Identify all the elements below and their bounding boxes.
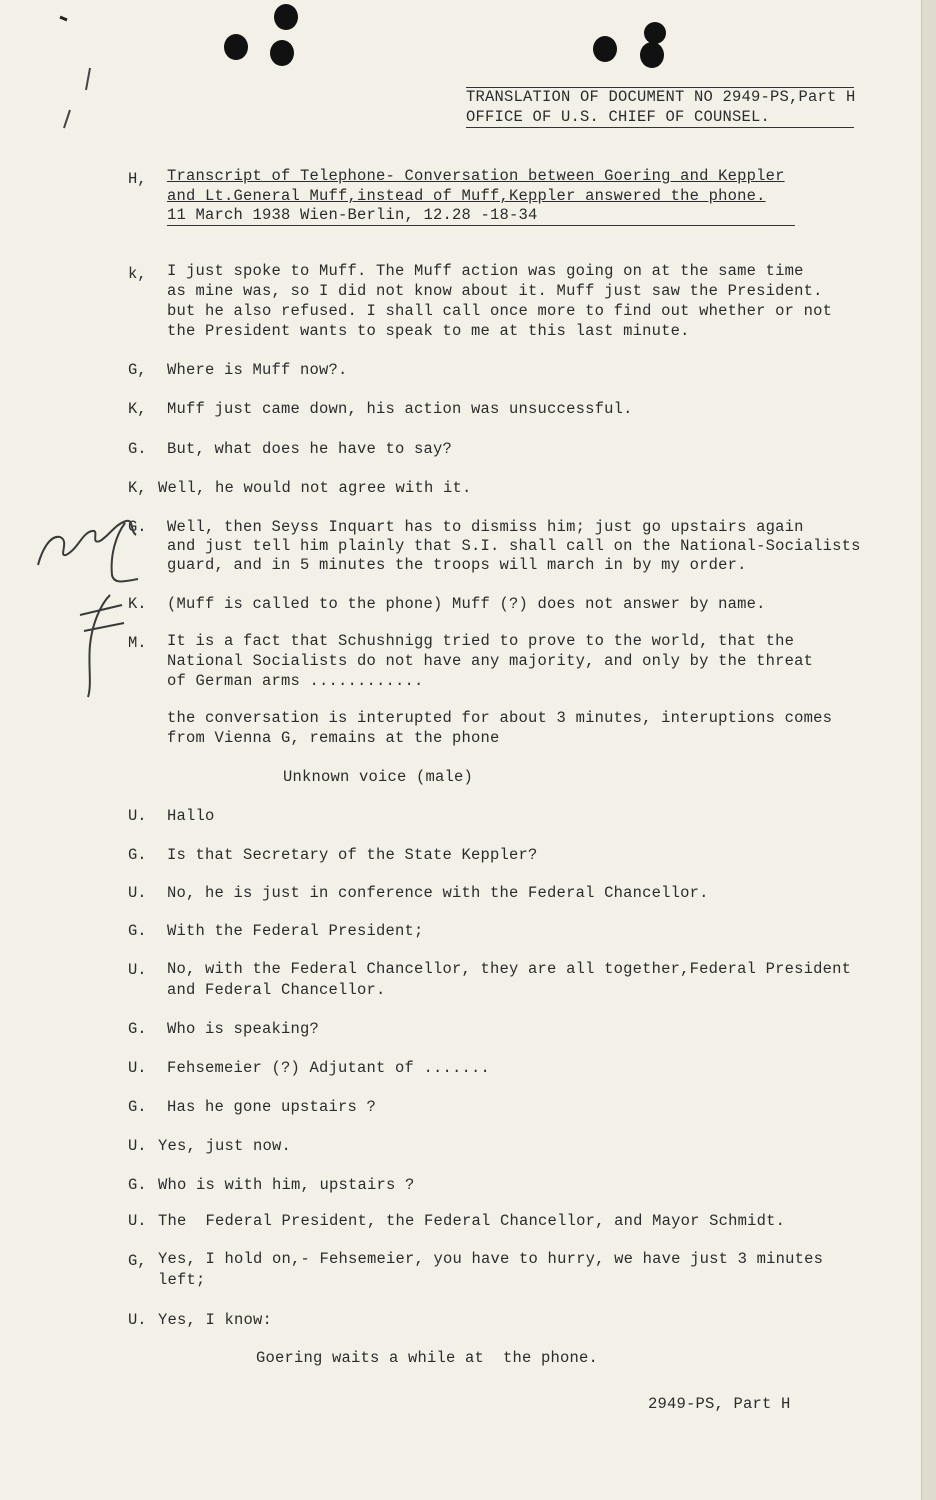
title-label: H, [128, 170, 147, 188]
punch-hole [640, 42, 664, 68]
speaker-label: M. [128, 634, 147, 652]
speaker-label: K. [128, 595, 147, 613]
speaker-label: U. [128, 1212, 147, 1230]
dialogue-line: It is a fact that Schushnigg tried to prove to the world, that the [167, 632, 795, 650]
dialogue-line: as mine was, so I did not know about it. Muff just saw the President. [167, 282, 823, 300]
dialogue-line: Unknown voice (male) [283, 768, 474, 786]
dialogue-line: but he also refused. I shall call once more to find out whether or not [167, 302, 833, 320]
header-line-1: TRANSLATION OF DOCUMENT NO 2949-PS,Part H [466, 88, 856, 106]
dialogue-line: No, he is just in conference with the Federal Chancellor. [167, 884, 709, 902]
dialogue-line: the conversation is interupted for about 3 minutes, interuptions comes [167, 709, 833, 727]
dialogue-line: Muff just came down, his action was unsuccessful. [167, 400, 633, 418]
pencil-mark-icon [55, 12, 75, 32]
speaker-label: G. [128, 518, 147, 536]
punch-hole [270, 40, 294, 66]
dialogue-line: Well, then Seyss Inquart has to dismiss him; just go upstairs again [167, 518, 804, 536]
dialogue-line: National Socialists do not have any majority, and only by the threat [167, 652, 814, 670]
dialogue-line: left; [158, 1271, 206, 1289]
dialogue-line: But, what does he have to say? [167, 440, 453, 458]
title-line-3: 11 March 1938 Wien-Berlin, 12.28 -18-34 [167, 206, 538, 224]
dialogue-line: With the Federal President; [167, 922, 424, 940]
dialogue-line: Fehsemeier (?) Adjutant of ....... [167, 1059, 491, 1077]
dialogue-line: Is that Secretary of the State Keppler? [167, 846, 538, 864]
punch-hole [274, 4, 298, 30]
dialogue-line: Yes, I know: [158, 1311, 273, 1329]
dialogue-line: No, with the Federal Chancellor, they are all together,Federal President [167, 960, 852, 978]
speaker-label: U. [128, 1311, 147, 1329]
speaker-label: G. [128, 1020, 147, 1038]
handwritten-annotation-icon [30, 505, 140, 705]
speaker-label: K, [128, 400, 147, 418]
dialogue-line: from Vienna G, remains at the phone [167, 729, 500, 747]
footer-reference: 2949-PS, Part H [648, 1395, 791, 1413]
dialogue-line: guard, and in 5 minutes the troops will march in by my order. [167, 556, 747, 574]
speaker-label: U. [128, 884, 147, 902]
dialogue-line: Hallo [167, 807, 215, 825]
speaker-label: U. [128, 807, 147, 825]
dialogue-line: Who is speaking? [167, 1020, 320, 1038]
dialogue-line: Yes, I hold on,- Fehsemeier, you have to hurry, we have just 3 minutes [158, 1250, 824, 1268]
speaker-label: G, [128, 361, 147, 379]
speaker-label: U. [128, 961, 147, 979]
dialogue-line: Who is with him, upstairs ? [158, 1176, 415, 1194]
speaker-label: G. [128, 1098, 147, 1116]
header-rule-bottom [466, 127, 854, 128]
dialogue-line: Has he gone upstairs ? [167, 1098, 377, 1116]
dialogue-line: and Federal Chancellor. [167, 981, 386, 999]
speaker-label: U. [128, 1059, 147, 1077]
dialogue-line: Well, he would not agree with it. [158, 479, 472, 497]
title-line-2: and Lt.General Muff,instead of Muff,Keppler answered the phone. [167, 187, 766, 205]
speaker-label: G. [128, 846, 147, 864]
title-rule [167, 225, 795, 226]
paper-edge [921, 0, 936, 1500]
speaker-label: K, [128, 479, 147, 497]
speaker-label: G, [128, 1252, 147, 1270]
dialogue-line: I just spoke to Muff. The Muff action was going on at the same time [167, 262, 804, 280]
speaker-label: G. [128, 1176, 147, 1194]
dialogue-line: Yes, just now. [158, 1137, 292, 1155]
dialogue-line: The Federal President, the Federal Chancellor, and Mayor Schmidt. [158, 1212, 786, 1230]
dialogue-line: Goering waits a while at the phone. [256, 1349, 599, 1367]
punch-hole [644, 22, 666, 44]
dialogue-line: of German arms ............ [167, 672, 424, 690]
speaker-label: G. [128, 440, 147, 458]
header-line-2: OFFICE OF U.S. CHIEF OF COUNSEL. [466, 108, 771, 126]
dialogue-line: (Muff is called to the phone) Muff (?) does not answer by name. [167, 595, 766, 613]
dialogue-line: the President wants to speak to me at this last minute. [167, 322, 690, 340]
speaker-label: k, [128, 265, 147, 283]
title-line-1: Transcript of Telephone- Conversation between Goering and Keppler [167, 167, 785, 185]
speaker-label: U. [128, 1137, 147, 1155]
dialogue-line: Where is Muff now?. [167, 361, 348, 379]
speaker-label: G. [128, 922, 147, 940]
punch-hole [593, 36, 617, 62]
punch-hole [224, 34, 248, 60]
pencil-mark-icon [60, 60, 100, 130]
dialogue-line: and just tell him plainly that S.I. shall call on the National-Socialists [167, 537, 861, 555]
